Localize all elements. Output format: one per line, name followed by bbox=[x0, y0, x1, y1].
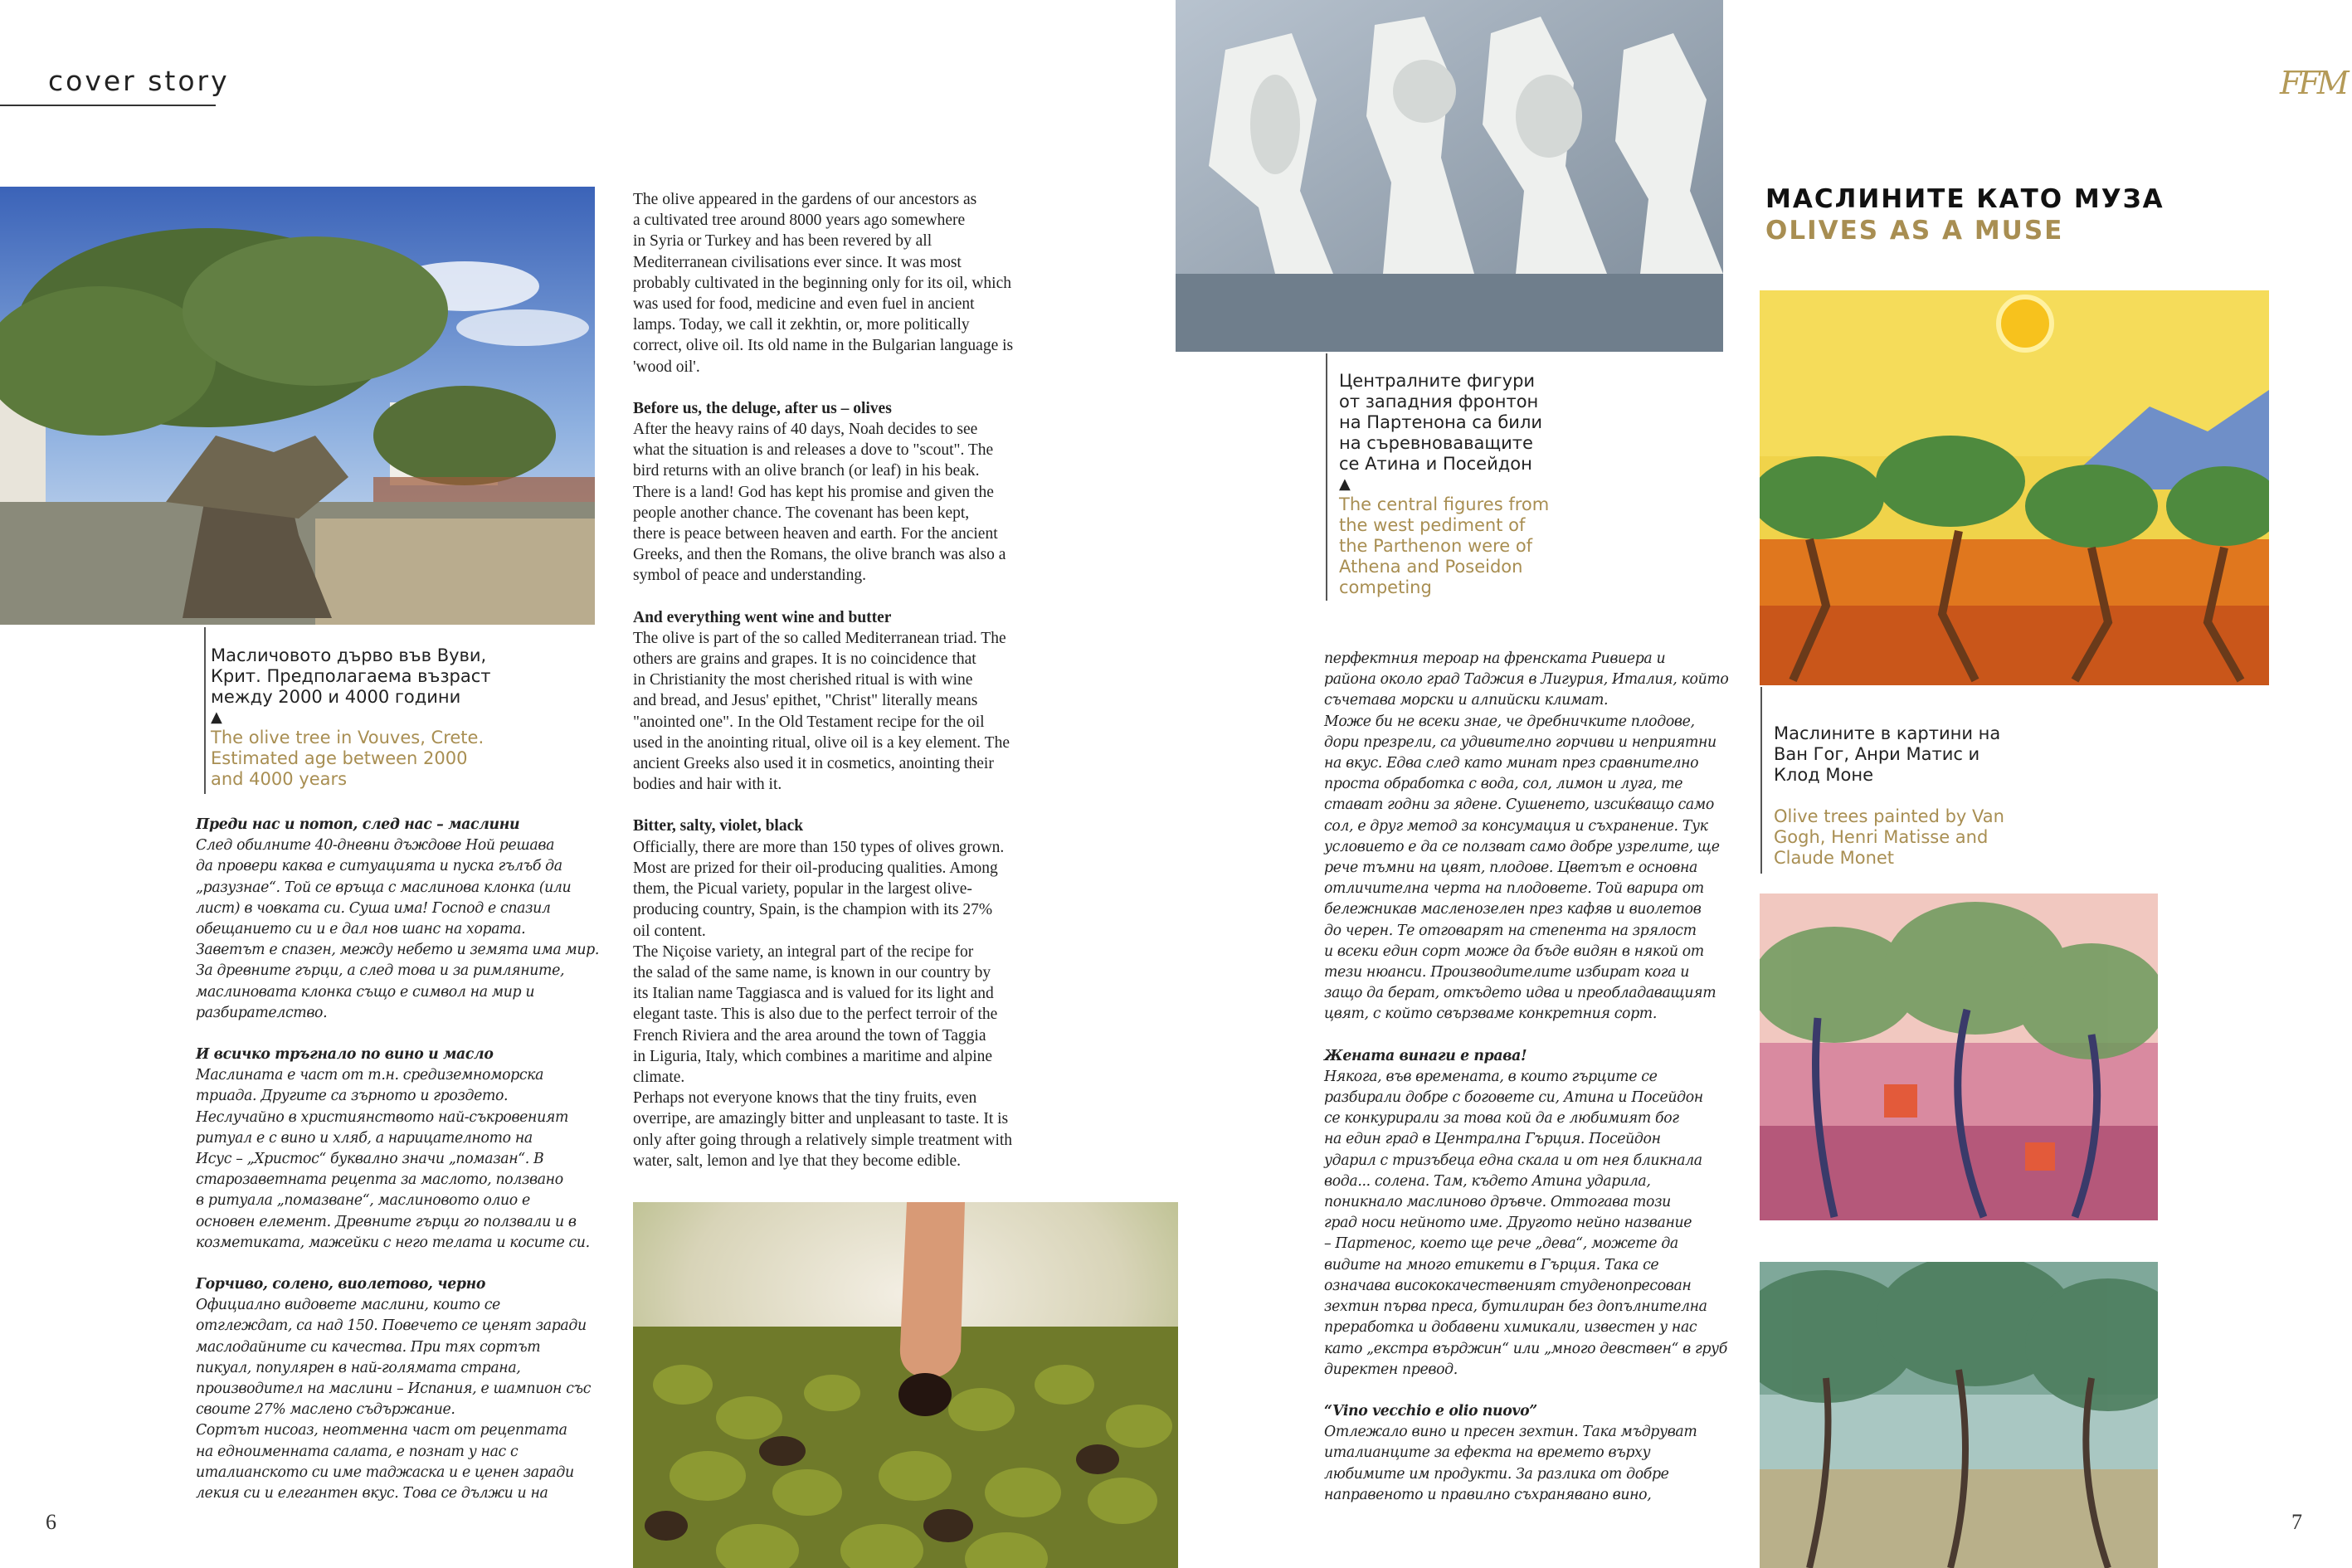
text-line: lamps. Today, we call it zekhtin, or, more politically bbox=[633, 316, 970, 334]
paragraph-gap bbox=[1324, 1025, 1731, 1046]
paragraph-gap bbox=[196, 1024, 601, 1045]
text-line: се конкурирали за това кой да е любимият бог bbox=[1324, 1110, 1679, 1127]
text-line: Исус – „Христос“ буквално значи „помазан“. В bbox=[196, 1151, 544, 1168]
text-line: Може би не всеки знае, че дребничките плодове, bbox=[1324, 713, 1695, 730]
text-line: поникнало маслиново дръвче. Оттогава този bbox=[1324, 1194, 1671, 1211]
text-line: others are grains and grapes. It is no coincidence that bbox=[633, 650, 976, 669]
text-line: перфектния тероар на френската Ривиера и bbox=[1324, 650, 1666, 667]
text-line: what the situation is and releases a dove to "scout". The bbox=[633, 441, 994, 460]
text-line: триада. Другите са зърното и гроздето. bbox=[196, 1088, 509, 1105]
text-line: направеното и правилно съхранявано вино, bbox=[1324, 1486, 1652, 1503]
text-line: its Italian name Taggiasca and is valued for its light and bbox=[633, 985, 994, 1003]
paragraph-gap bbox=[1324, 1381, 1731, 1401]
text-line: да провери каква е ситуацията и пуска гълъб да bbox=[196, 858, 562, 875]
parthenon-sculpture-photo bbox=[1176, 0, 1723, 352]
text-line: района около град Таджия в Лигурия, Италия, който bbox=[1324, 671, 1729, 689]
text-line: видите на много етикети в Гърция. Така се bbox=[1324, 1256, 1659, 1273]
text-line: 'wood oil'. bbox=[633, 358, 700, 376]
text-line: The Niçoise variety, an integral part of the recipe for bbox=[633, 942, 974, 961]
page-number-left: 6 bbox=[46, 1510, 56, 1534]
caption-arrow-icon: ▲ bbox=[1339, 475, 1351, 493]
text-line: was used for food, medicine and even fuel in ancient bbox=[633, 295, 975, 314]
text-line: climate. bbox=[633, 1068, 685, 1086]
text-line: bird returns with an olive branch (or leaf) in his beak. bbox=[633, 462, 980, 480]
paragraph-gap bbox=[196, 1254, 601, 1274]
article-column-en bbox=[633, 189, 1048, 1171]
text-line: отличителна черта на плодовете. Той варира от bbox=[1324, 880, 1704, 898]
text-line: probably cultivated in the beginning only for its oil, which bbox=[633, 274, 1012, 292]
text-line: correct, olive oil. Its old name in the Bulgarian language is bbox=[633, 337, 1014, 355]
text-line: After the heavy rains of 40 days, Noah decides to see bbox=[633, 421, 978, 439]
text-line: любимите им продукти. За разлика от добре bbox=[1324, 1465, 1669, 1483]
text-line: дори презрели, са удивително горчиви и неприятни bbox=[1324, 733, 1717, 751]
text-line: "anointed one". In the Old Testament recipe for the oil bbox=[633, 713, 985, 731]
text-line: only after going through a relatively simple treatment with bbox=[633, 1131, 1013, 1149]
text-line: маслодайните си качества. При тях сортът bbox=[196, 1338, 541, 1356]
text-line: град носи нейното име. Другото нейно название bbox=[1324, 1215, 1692, 1232]
text-line: water, salt, lemon and lye that they become edible. bbox=[633, 1152, 962, 1170]
text-line: преработка и добавени химикали, известен у нас bbox=[1324, 1319, 1697, 1337]
subheading: Before us, the deluge, after us – olives bbox=[633, 399, 892, 417]
text-line: лист) в човката си. Суша има! Господ е спазил bbox=[196, 899, 551, 917]
text-line: people another chance. The covenant has been kept, bbox=[633, 504, 970, 522]
feature-title-en: OLIVES AS A MUSE bbox=[1765, 216, 2064, 246]
text-line: и всеки един сорт може да бъде видян в някой от bbox=[1324, 942, 1704, 960]
text-line: лекия си и елегантен вкус. Това се дължи и на bbox=[196, 1485, 548, 1502]
text-line: условието е да се ползват само добре узрелите, ще bbox=[1324, 838, 1720, 855]
text-line: symbol of peace and understanding. bbox=[633, 567, 867, 585]
text-line: Неслучайно в християнството най-съкровеният bbox=[196, 1108, 569, 1126]
magazine-logo: FFM bbox=[2280, 65, 2346, 101]
text-line: разбирали добре с боговете си, Атина и Посейдон bbox=[1324, 1089, 1703, 1107]
text-line: производител на маслини – Испания, е шампион със bbox=[196, 1381, 592, 1398]
text-line: След обилните 40-дневни дъждове Ной решава bbox=[196, 837, 555, 855]
subheading: And everything went wine and butter bbox=[633, 608, 892, 626]
subheading: Жената винаги е права! bbox=[1324, 1047, 1527, 1064]
tree-caption-en: The olive tree in Vouves, Crete. Estimated age between 2000 and 4000 years bbox=[211, 728, 485, 789]
subheading: Bitter, salty, violet, black bbox=[633, 817, 804, 835]
matisse-painting bbox=[1760, 894, 2158, 1220]
text-line: bodies and hair with it. bbox=[633, 776, 782, 794]
subheading: “Vino vecchio e olio nuovo” bbox=[1324, 1402, 1537, 1419]
text-line: elegant taste. This is also due to the perfect terroir of the bbox=[633, 1006, 998, 1024]
text-line: вода... солена. Там, където Атина ударила, bbox=[1324, 1172, 1651, 1190]
text-line: Officially, there are more than 150 types of olives grown. bbox=[633, 838, 1005, 856]
text-line: разбирателство. bbox=[196, 1004, 328, 1021]
subheading: Горчиво, солено, виолетово, черно bbox=[196, 1276, 486, 1293]
article-column-bg-left bbox=[196, 815, 601, 1504]
text-line: За древните гърци, а след това и за римляните, bbox=[196, 962, 565, 980]
text-line: Заветът е спазен, между небето и земята има мир. bbox=[196, 942, 600, 959]
text-line: Официално видовете маслини, които се bbox=[196, 1297, 500, 1314]
paintings-caption-bg: Маслините в картини на Ван Гог, Анри Матис и Клод Моне bbox=[1774, 723, 2001, 785]
text-line: The olive appeared in the gardens of our ancestors as bbox=[633, 191, 977, 208]
text-line: на едноименната салата, е познат у нас с bbox=[196, 1443, 519, 1460]
text-line: them, the Picual variety, popular in the largest olive- bbox=[633, 880, 972, 898]
text-line: рече тъмни на цвят, плодове. Цветът е основна bbox=[1324, 859, 1698, 877]
text-line: италианците за ефекта на времето върху bbox=[1324, 1444, 1651, 1462]
text-line: означава висококачественият студенопресован bbox=[1324, 1277, 1692, 1294]
text-line: Most are prized for their oil-producing qualities. Among bbox=[633, 859, 998, 877]
text-line: Greeks, and then the Romans, the olive branch was also a bbox=[633, 546, 1006, 564]
text-line: в ритуала „помазване“, маслиновото олио е bbox=[196, 1192, 530, 1210]
text-line: на вкус. Едва след като минат през сравнително bbox=[1324, 755, 1699, 772]
text-line: „разузнае“. Той се връща с маслинова клонка (или bbox=[196, 879, 572, 896]
text-line: Mediterranean civilisations ever since. It was most bbox=[633, 253, 962, 271]
text-line: до черен. Те отговарят на степента на зрялост bbox=[1324, 922, 1697, 939]
text-line: основен елемент. Древните гърци го ползвали и в bbox=[196, 1213, 577, 1230]
text-line: съчетава морски и алпийски климат. bbox=[1324, 692, 1609, 709]
text-line: and bread, and Jesus' epithet, "Christ" literally means bbox=[633, 692, 978, 710]
text-line: пикуал, популярен в най-голямата страна, bbox=[196, 1359, 521, 1376]
text-line: in Syria or Turkey and has been revered by all bbox=[633, 232, 933, 251]
parthenon-caption-en: The central figures from the west pediment of the Parthenon were of Athena and Poseidon competing bbox=[1339, 494, 1550, 597]
text-line: used in the anointing ritual, olive oil is a key element. The bbox=[633, 733, 1010, 752]
subheading: И всичко тръгнало по вино и масло bbox=[196, 1046, 494, 1064]
text-line: – Партенос, което ще рече „дева“, можете да bbox=[1324, 1235, 1678, 1253]
paintings-caption bbox=[1762, 723, 2048, 869]
text-line: ancient Greeks also used it in cosmetics, anointing their bbox=[633, 755, 994, 773]
text-line: стават годни за ядене. Сушенето, изсиќващо само bbox=[1324, 796, 1714, 814]
text-line: Perhaps not everyone knows that the tiny fruits, even bbox=[633, 1089, 977, 1108]
tree-caption-bg: Масличовото дърво във Вуви, Крит. Предполагаема възраст между 2000 и 4000 години bbox=[211, 645, 491, 707]
text-line: oil content. bbox=[633, 922, 706, 940]
caption-gap bbox=[1774, 786, 2048, 806]
text-line: бележникав масленозелен през кафяв и виолетов bbox=[1324, 901, 1702, 918]
feature-title-bg: МАСЛИНИТЕ КАТО МУЗА bbox=[1765, 184, 2165, 214]
text-line: като „екстра върджин“ или „много девствен“ в груб bbox=[1324, 1340, 1727, 1357]
section-label: cover story bbox=[48, 65, 230, 97]
text-line: Маслината е част от т.н. средиземноморска bbox=[196, 1067, 544, 1084]
text-line: цвят, с който свързваме конкретния сорт. bbox=[1324, 1006, 1657, 1023]
olives-hand-photo bbox=[633, 1202, 1178, 1568]
text-line: маслиновата клонка също е символ на мир и bbox=[196, 983, 535, 1001]
section-rule bbox=[0, 105, 216, 106]
text-line: a cultivated tree around 8000 years ago somewhere bbox=[633, 212, 966, 230]
text-line: ударил с тризъбеца една скала и от нея бликнала bbox=[1324, 1152, 1702, 1169]
text-line: директен превод. bbox=[1324, 1361, 1458, 1378]
text-line: сол, е друг метод за консумация и съхранение. Тук bbox=[1324, 817, 1708, 835]
page-number-right: 7 bbox=[2291, 1510, 2302, 1534]
text-line: producing country, Spain, is the champion with its 27% bbox=[633, 901, 993, 919]
subheading: Преди нас и потоп, след нас – маслини bbox=[196, 816, 520, 833]
text-line: защо да берат, откъдето идва и преобладаващият bbox=[1324, 985, 1717, 1002]
paintings-caption-en: Olive trees painted by Van Gogh, Henri Matisse and Claude Monet bbox=[1774, 806, 2004, 868]
parthenon-caption-bg: Централните фигури от западния фронтон на Партенона са били на съревноваващите се Атина и Посейдон bbox=[1339, 371, 1543, 474]
parthenon-caption bbox=[1327, 371, 1613, 598]
text-line: обещанието си и е дал нов шанс на хората. bbox=[196, 921, 526, 938]
text-line: своите 27% маслено съдържание. bbox=[196, 1401, 455, 1419]
text-line: отглеждат, са над 150. Повечето се ценят заради bbox=[196, 1317, 587, 1335]
text-line: тези нюанси. Производителите избират кога и bbox=[1324, 964, 1690, 981]
text-line: старозаветната рецепта за маслото, ползвано bbox=[196, 1171, 563, 1189]
text-line: There is a land! God has kept his promise and given the bbox=[633, 483, 994, 501]
text-line: French Riviera and the area around the town of Taggia bbox=[633, 1026, 986, 1045]
text-line: козметиката, мажейки с него телата и косите си. bbox=[196, 1234, 590, 1251]
text-line: Някога, във времената, в които гърците се bbox=[1324, 1068, 1658, 1085]
text-line: overripe, are amazingly bitter and unpleasant to taste. It is bbox=[633, 1110, 1009, 1128]
text-line: италианското си име таджаска и е ценен заради bbox=[196, 1463, 574, 1481]
text-line: The olive is part of the so called Mediterranean triad. The bbox=[633, 629, 1006, 647]
text-line: ритуал е с вино и хляб, а нарицателното на bbox=[196, 1129, 533, 1147]
monet-painting bbox=[1760, 1262, 2158, 1568]
text-line: на един град в Централна Гърция. Посейдон bbox=[1324, 1131, 1661, 1148]
text-line: проста обработка с вода, сол, лимон и луга, те bbox=[1324, 776, 1683, 793]
text-line: зехтин първа преса, бутилиран без допълнителна bbox=[1324, 1298, 1707, 1316]
text-line: Сортът нисоаз, неотменна част от рецептата bbox=[196, 1422, 567, 1439]
text-line: Отлежало вино и пресен зехтин. Така мъдруват bbox=[1324, 1424, 1697, 1441]
text-line: the salad of the same name, is known in our country by bbox=[633, 963, 991, 981]
text-line: there is peace between heaven and earth. For the ancient bbox=[633, 525, 998, 543]
van-gogh-painting bbox=[1760, 290, 2269, 685]
text-line: in Christianity the most cherished ritual is with wine bbox=[633, 671, 973, 689]
caption-arrow-icon: ▲ bbox=[211, 709, 222, 726]
paragraph-gap bbox=[633, 377, 1048, 398]
paragraph-gap bbox=[633, 795, 1048, 816]
text-line: in Liguria, Italy, which combines a maritime and alpine bbox=[633, 1047, 993, 1065]
paragraph-gap bbox=[633, 587, 1048, 607]
article-column-bg-right bbox=[1324, 649, 1731, 1506]
tree-caption bbox=[199, 645, 559, 790]
olive-tree-photo bbox=[0, 187, 595, 625]
